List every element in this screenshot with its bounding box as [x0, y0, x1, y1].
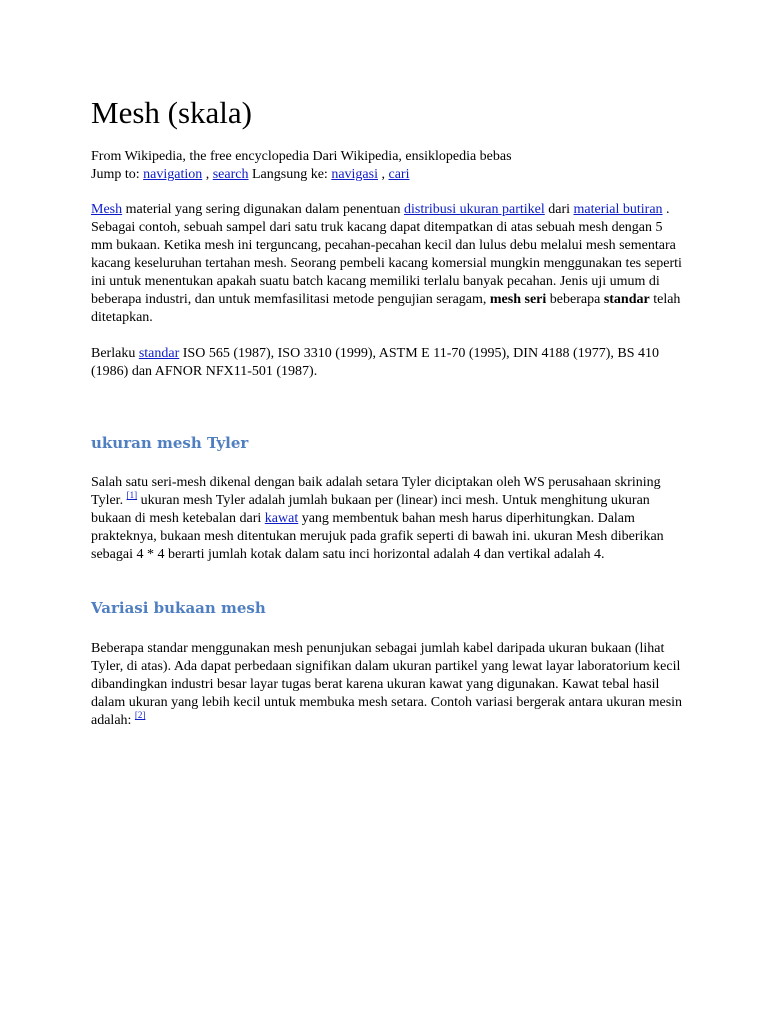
standar-link[interactable]: standar [138, 346, 180, 361]
text: material yang sering digunakan dalam penentuan [122, 202, 404, 217]
separator: , [381, 167, 385, 182]
separator: , [205, 167, 210, 182]
text: dari [544, 202, 574, 217]
text: ukuran mesh Tyler adalah jumlah bukaan per (linear) inci mesh. Untuk menghitung ukuran bukaan di mesh ketebalan dari [91, 493, 650, 526]
langsung-label: Langsung ke: [252, 167, 328, 182]
standar-bold: standar [603, 292, 650, 307]
text: yang membentuk bahan mesh harus diperhitungkan. Dalam prakteknya, bukaan mesh ditentukan merujuk pada grafik seperti di bawah ini. ukuran Mesh diberikan sebagai 4 * 4 berarti jumlah kotak dalam satu inci horizontal adalah 4 dan vertikal adalah 4. [91, 511, 664, 562]
article-meta [91, 148, 681, 184]
search-link[interactable]: search [212, 167, 249, 182]
distribusi-ukuran-partikel-link[interactable]: distribusi ukuran partikel [403, 202, 545, 217]
page-title: Mesh (skala) [91, 95, 252, 130]
variasi-paragraph [91, 640, 683, 730]
text: telah ditetapkan. [91, 292, 681, 325]
navigation-link[interactable]: navigation [143, 167, 203, 182]
jump-line [91, 166, 681, 184]
intro-paragraph [91, 201, 683, 327]
text: ISO 565 (1987), ISO 3310 (1999), ASTM E 11-70 (1995), DIN 4188 (1977), BS 410 (1986) dan AFNOR NFX11-501 (1987). [91, 346, 660, 379]
material-butiran-link[interactable]: material butiran [573, 202, 663, 217]
navigasi-link[interactable]: navigasi [331, 167, 378, 182]
kawat-link[interactable]: kawat [264, 511, 299, 526]
mesh-link[interactable]: Mesh [91, 202, 123, 217]
text: Berlaku [91, 346, 139, 361]
section-heading-variasi: Variasi bukaan mesh [91, 599, 266, 617]
reference-2-link[interactable]: [2] [134, 710, 146, 720]
text: . Sebagai contoh, sebuah sampel dari satu truk kacang dapat ditempatkan di atas sebuah mesh dengan 5 mm bukaan. Ketika mesh ini terguncang, pecahan-pecahan kecil dan lulus debu melalui mesh sementara kacang keseluruhan tertahan mesh. Seorang pembeli kacang komersial mungkin menggunakan tes seperti ini untuk menentukan apakah suatu batch kacang memiliki terlalu banyak pecahan. Jenis uji umum di beberapa industri, dan untuk memfasilitasi metode pengujian seragam, [91, 202, 682, 307]
cari-link[interactable]: cari [388, 167, 410, 182]
mesh-seri-bold: mesh seri [489, 292, 547, 307]
reference-1-link[interactable]: [1] [126, 490, 138, 500]
tyler-paragraph [91, 474, 683, 564]
standards-paragraph [91, 345, 683, 381]
from-line: From Wikipedia, the free encyclopedia Dari Wikipedia, ensiklopedia bebas [91, 149, 512, 164]
section-heading-tyler: ukuran mesh Tyler [91, 434, 249, 452]
jump-to-label: Jump to: [91, 167, 140, 182]
text: Beberapa standar menggunakan mesh penunjukan sebagai jumlah kabel daripada ukuran bukaan (lihat Tyler, di atas). Ada dapat perbedaan signifikan dalam ukuran partikel yang lewat layar laboratorium kecil dibandingkan industri besar layar tugas berat karena ukuran kawat yang digunakan. Kawat tebal hasil dalam ukuran yang lebih kecil untuk membuka mesh setara. Contoh variasi bergerak antara ukuran mesin adalah: [91, 641, 683, 728]
text: Salah satu seri-mesh dikenal dengan baik adalah setara Tyler diciptakan oleh WS perusahaan skrining Tyler. [91, 475, 661, 508]
text: beberapa [546, 292, 604, 307]
